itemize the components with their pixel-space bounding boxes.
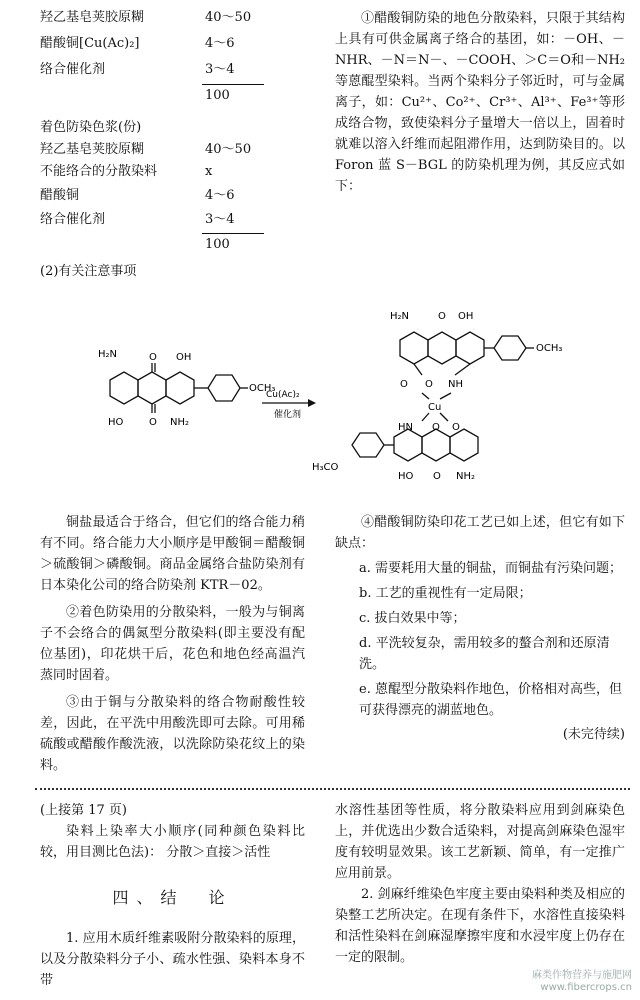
continued-from: (上接第 17 页) [40,803,127,818]
right-ho: HO [398,471,414,482]
conclusion-1: 1. 应用木质纤维素吸附分散染料的原理，以及分散染料分子小、疏水性强、染料本身不带 [40,931,305,988]
right-nh2: NH₂ [456,471,476,482]
paragraph: ④醋酸铜防染印花工艺已如上述，但它有如下缺点： [335,515,625,551]
right-h2n: H₂N [390,311,410,322]
arrow-reagent: Cu(Ac)₂ [266,390,300,400]
right-column-defects [335,512,625,745]
bottom-left-column [40,800,305,991]
paragraph: 水溶性基团等性质，将分散染料应用到剑麻染色上，并优选出少数合适染料，对提高剑麻染色湿牢度有较明显效果。该工艺新颖、简单，有一定推广应用前景。 [335,803,625,881]
section-heading: 四、结 论 [112,888,233,907]
watermark-line: 麻类作物营养与施肥网 [532,970,632,981]
recipe-total: 100 [205,88,230,103]
left-molecule-bonds [110,363,248,413]
ingredient-amount: 3～4 [205,62,235,77]
recipe-2 [40,140,290,260]
reaction-scheme [0,285,640,515]
recipe-row [40,34,290,54]
recipe-1 [40,8,290,108]
right-o-bottom: O [433,471,441,482]
ingredient-name: 络合催化剂 [40,62,106,77]
bottom-right-column [335,800,625,968]
sum-rule [202,84,264,85]
right-o-mid: O [425,379,433,390]
ingredient-name: 羟乙基皂荚胶原糊 [40,142,145,157]
right-nh: NH [448,379,463,390]
right-h3co: H₃CO [312,462,339,473]
ingredient-amount: x [205,164,213,179]
left-nh2: NH₂ [170,417,190,428]
recipe-row [40,8,290,28]
left-ho: HO [108,417,124,428]
left-och3: OCH₃ [249,383,276,394]
ingredient-name: 醋酸铜[Cu(Ac)₂] [40,36,140,51]
ingredient-amount: 4～6 [205,188,235,203]
ingredient-name: 羟乙基皂荚胶原糊 [40,10,145,25]
recipe-2-title: 着色防染色浆(份) [40,120,142,135]
defect-item: d. 平洗较复杂，需用较多的螯合剂和还原清洗。 [359,636,610,672]
defect-item: e. 蒽醌型分散染料作地色，价格相对高些，但可获得漂亮的湖蓝地色。 [359,682,622,718]
ingredient-amount: 3～4 [205,212,235,227]
recipe-row [40,186,290,206]
defect-item: a. 需要耗用大量的铜盐，而铜盐有污染问题； [359,561,623,576]
right-o-top: O [438,311,446,322]
right-molecule-bonds [352,332,534,461]
left-o-bottom: O [149,417,157,428]
watermark [532,970,632,994]
ingredient-amount: 4～6 [205,36,235,51]
ingredient-name: 络合催化剂 [40,212,106,227]
paragraph: 铜盐最适合于络合，但它们的络合能力稍有不同。络合能力大小顺序是甲酸铜＝醋酸铜＞硫酸铜＞磷酸铜。商品金属络合盐防染剂有日本染化公司的络合防染剂 KTR－02。 [40,515,305,593]
defect-item: b. 工艺的重视性有一定局限； [359,586,532,601]
ingredient-amount: 40～50 [205,142,252,157]
reaction-arrowhead [308,399,316,407]
to-be-continued: (未完待续) [562,727,625,742]
notes-heading: (2)有关注意事项 [40,264,137,279]
right-top-column [335,8,625,197]
recipe-row [40,140,290,160]
right-cu: Cu [428,402,442,413]
right-och3: OCH₃ [536,343,563,354]
recipe-row [40,162,290,182]
sum-rule [202,233,264,234]
paragraph: ③由于铜与分散染料的络合物耐酸性较差，因此，在平洗中用酸洗即可去除。可用稀硫酸或醋酸作酸洗液，以洗除防染花纹上的染料。 [40,695,305,773]
ingredient-amount: 40～50 [205,10,252,25]
arrow-catalyst: 催化剂 [274,410,302,420]
ingredient-name: 不能络合的分散染料 [40,164,158,179]
recipe-total: 100 [205,237,230,252]
paragraph: 染料上染率大小顺序(同种颜色染料比较，用目测比色法)： 分散＞直接＞活性 [40,824,305,860]
ingredient-name: 醋酸铜 [40,188,80,203]
paragraph: ①醋酸铜防染的地色分散染料，只限于其结构上具有可供金属离子络合的基团，如：－OH、－NHR、－N＝N－、－COOH、＞C＝O和－NH₂等蒽醌型染料。当两个染料分子邻近时，可与金属离子，如：Cu²⁺、Co²⁺、Cr³⁺、Al³⁺、Fe³⁺等形成络合物，致使染料分子量增大一倍以上，固着时就难以溶入纤维而起阻滞作用，达到防染目的。以 Foron 蓝 S－BGL 的防染机理为例，其反应式如下： [335,11,625,194]
watermark-url: www.fibercrops.cn [540,982,632,993]
right-o-left: O [400,379,408,390]
left-column-paragraphs [40,512,305,776]
left-o-top: O [149,352,157,363]
right-oh: OH [458,311,474,322]
recipe-row [40,60,290,80]
conclusion-2: 2. 剑麻纤维染色牢度主要由染料种类及相应的染整工艺所决定。在现有条件下，水溶性直接染料和活性染料在剑麻湿摩擦牢度和水浸牢度上仍存在一定的限制。 [335,887,625,965]
left-h2n: H₂N [98,349,118,360]
defect-item: c. 拔白效果中等； [359,611,466,626]
left-oh: OH [176,352,192,363]
right-o-lower: O [432,422,440,433]
right-o-lower-2: O [452,422,460,433]
section-separator [35,788,630,790]
recipe-row [40,210,290,230]
paragraph: ②着色防染用的分散染料，一般为与铜离子不会络合的偶氮型分散染料(即主要没有配位基团)，印花烘干后，花色和地色经高温汽蒸同时固着。 [40,605,305,683]
right-hn: HN [398,422,413,433]
